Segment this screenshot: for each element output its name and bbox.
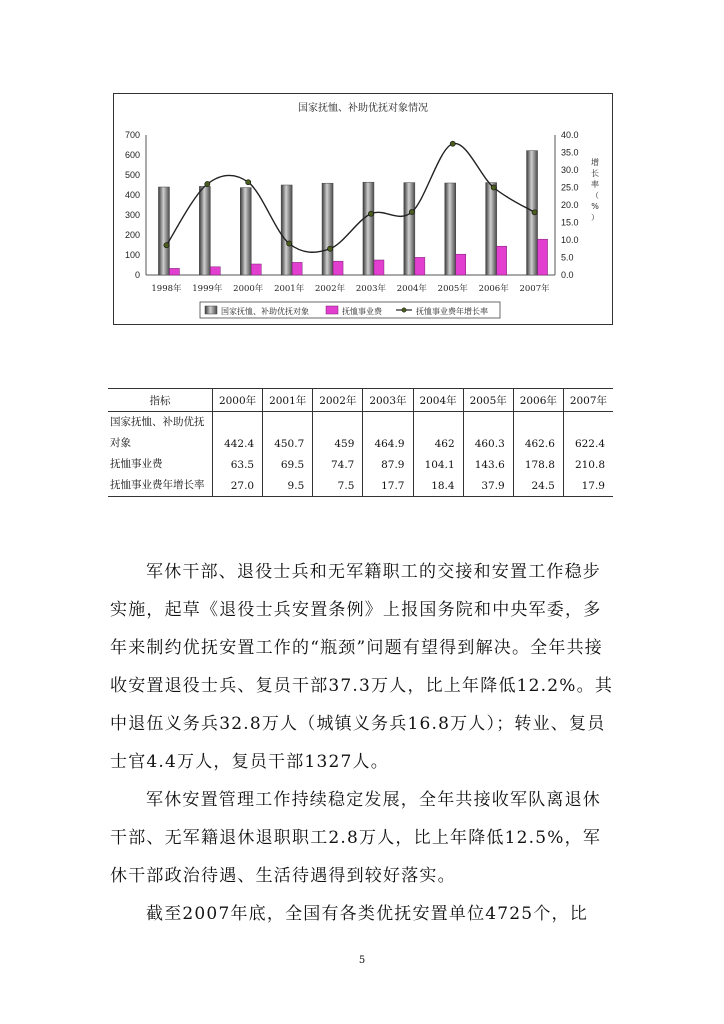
table-row <box>108 412 613 455</box>
body-paragraph: 军休安置管理工作持续稳定发展，全年共接收军队离退休干部、无军籍退休退职职工2.8万人，比上年降低12.5%，军休干部政治待遇、生活待遇得到较好落实。 <box>110 790 602 886</box>
right-tick-label: 35.0 <box>561 147 579 158</box>
bar-pension-expense <box>415 257 425 275</box>
bar-pension-expense <box>374 260 384 275</box>
body-paragraph: 截至2007年底，全国有各类优抚安置单位4725个，比 <box>146 904 588 924</box>
table-cell: 178.8 <box>513 454 563 475</box>
right-tick-label: 40.0 <box>561 130 579 140</box>
right-tick-label: 0.0 <box>561 270 574 280</box>
data-table <box>108 388 613 497</box>
bar-benefit-recipients <box>158 187 169 275</box>
bar-pension-expense <box>169 268 179 275</box>
table-cell: 459 <box>313 412 363 455</box>
growth-line-point <box>246 180 251 185</box>
table-cell: 37.9 <box>463 475 513 497</box>
header-year: 2000年 <box>213 389 263 412</box>
bar-pension-expense <box>210 267 220 275</box>
left-tick-label: 400 <box>124 190 140 200</box>
table-row <box>108 454 613 475</box>
header-year: 2002年 <box>313 389 363 412</box>
row-label: 抚恤事业费 <box>108 454 213 475</box>
x-tick-label: 2000年 <box>233 284 264 294</box>
table-cell: 17.9 <box>563 475 613 497</box>
table-cell: 464.9 <box>363 412 413 455</box>
left-tick-label: 0 <box>134 270 140 280</box>
bar-pension-expense <box>456 254 466 275</box>
table-cell: 9.5 <box>263 475 313 497</box>
right-tick-label: 10.0 <box>561 235 579 245</box>
table-cell: 104.1 <box>413 454 463 475</box>
table-row <box>108 475 613 497</box>
table-cell: 462 <box>413 412 463 455</box>
bar-benefit-recipients <box>404 183 415 275</box>
growth-line-point <box>287 241 292 246</box>
table-cell: 622.4 <box>563 412 613 455</box>
bar-benefit-recipients <box>322 183 333 275</box>
right-axis-label-char: ） <box>591 213 599 222</box>
table-cell: 24.5 <box>513 475 563 497</box>
legend-marker-growth <box>402 308 406 312</box>
table-cell: 462.6 <box>513 412 563 455</box>
growth-line-point <box>205 181 210 186</box>
x-tick-label: 2001年 <box>274 284 305 294</box>
row-label: 国家抚恤、补助优抚对象 <box>108 412 213 455</box>
left-tick-label: 100 <box>124 250 140 260</box>
table-cell: 27.0 <box>213 475 263 497</box>
header-year: 2005年 <box>463 389 513 412</box>
table-cell: 210.8 <box>563 454 613 475</box>
page-number: 5 <box>358 955 366 966</box>
table-header-row <box>108 389 613 412</box>
chart-legend <box>200 302 500 318</box>
bar-pension-expense <box>538 239 548 275</box>
right-tick-label: 20.0 <box>561 200 579 210</box>
right-axis-label-char: 长 <box>591 169 599 178</box>
left-tick-label: 600 <box>124 150 140 160</box>
right-tick-label: 5.0 <box>561 252 574 263</box>
bar-benefit-recipients <box>363 182 374 275</box>
table-cell: 7.5 <box>313 475 363 497</box>
growth-line-point <box>491 185 496 190</box>
table-cell: 18.4 <box>413 475 463 497</box>
body-paragraph: 军休干部、退役士兵和无军籍职工的交接和安置工作稳步实施，起草《退役士兵安置条例》上报国务院和中央军委，多年来制约优抚安置工作的“瓶颈”问题有望得到解决。全年共接收安置退役士兵、复员干部37.3万人，比上年降低12.2%。其中退伍义务兵32.8万人（城镇义务兵16.8万人）；转业、复员士官4.4万人，复员干部1327人。 <box>110 562 614 772</box>
growth-line-point <box>368 211 373 216</box>
growth-line-point <box>409 209 414 214</box>
x-tick-label: 2004年 <box>396 284 427 294</box>
left-tick-label: 700 <box>124 130 140 140</box>
chart-figure <box>113 93 613 325</box>
left-tick-label: 500 <box>124 170 140 180</box>
right-tick-label: 15.0 <box>561 217 579 228</box>
growth-line-point <box>532 210 537 215</box>
table-cell: 63.5 <box>213 454 263 475</box>
row-label: 抚恤事业费年增长率 <box>108 475 213 497</box>
x-tick-label: 2007年 <box>519 284 550 294</box>
legend-swatch-recipients <box>205 306 217 314</box>
bar-pension-expense <box>251 264 261 275</box>
table-cell: 143.6 <box>463 454 513 475</box>
legend-label-recipients: 国家抚恤、补助优抚对象 <box>221 307 309 316</box>
left-tick-label: 300 <box>124 210 140 220</box>
bar-benefit-recipients <box>199 186 210 275</box>
header-indicator: 指标 <box>108 389 213 412</box>
header-year: 2003年 <box>363 389 413 412</box>
x-tick-label: 1998年 <box>151 284 182 294</box>
header-year: 2004年 <box>413 389 463 412</box>
bar-benefit-recipients <box>445 183 456 275</box>
bar-benefit-recipients <box>240 188 251 275</box>
left-tick-label: 200 <box>124 230 140 240</box>
header-year: 2001年 <box>263 389 313 412</box>
table-cell: 450.7 <box>263 412 313 455</box>
x-tick-label: 2005年 <box>437 284 468 294</box>
header-year: 2007年 <box>563 389 613 412</box>
header-year: 2006年 <box>513 389 563 412</box>
bar-pension-expense <box>292 262 302 275</box>
x-tick-label: 2006年 <box>478 284 509 294</box>
x-tick-label: 1999年 <box>192 284 223 294</box>
right-axis-label-char: 率 <box>591 180 599 189</box>
table-cell: 74.7 <box>313 454 363 475</box>
legend-label-expense: 抚恤事业费 <box>342 307 382 316</box>
right-tick-label: 30.0 <box>561 165 579 175</box>
growth-line-point <box>164 243 169 248</box>
legend-label-growth: 抚恤事业费年增长率 <box>416 307 488 316</box>
right-axis-label-char: （ <box>591 191 599 200</box>
right-axis-label-char: % <box>591 202 599 211</box>
table-cell: 69.5 <box>263 454 313 475</box>
chart-title: 国家抚恤、补助优抚对象情况 <box>298 103 428 114</box>
table-cell: 87.9 <box>363 454 413 475</box>
bar-pension-expense <box>497 246 507 275</box>
table-cell: 17.7 <box>363 475 413 497</box>
legend-swatch-expense <box>326 306 338 314</box>
bar-pension-expense <box>333 261 343 275</box>
bar-benefit-recipients <box>281 185 292 275</box>
growth-line-point <box>450 141 455 146</box>
bar-benefit-recipients <box>486 183 497 275</box>
table-cell: 460.3 <box>463 412 513 455</box>
x-tick-label: 2002年 <box>314 284 346 294</box>
table-cell: 442.4 <box>213 412 263 455</box>
right-axis-label-char: 增 <box>591 158 599 167</box>
growth-line-point <box>327 246 332 251</box>
right-tick-label: 25.0 <box>561 182 579 193</box>
x-tick-label: 2003年 <box>355 284 387 294</box>
chart-svg <box>113 93 613 325</box>
